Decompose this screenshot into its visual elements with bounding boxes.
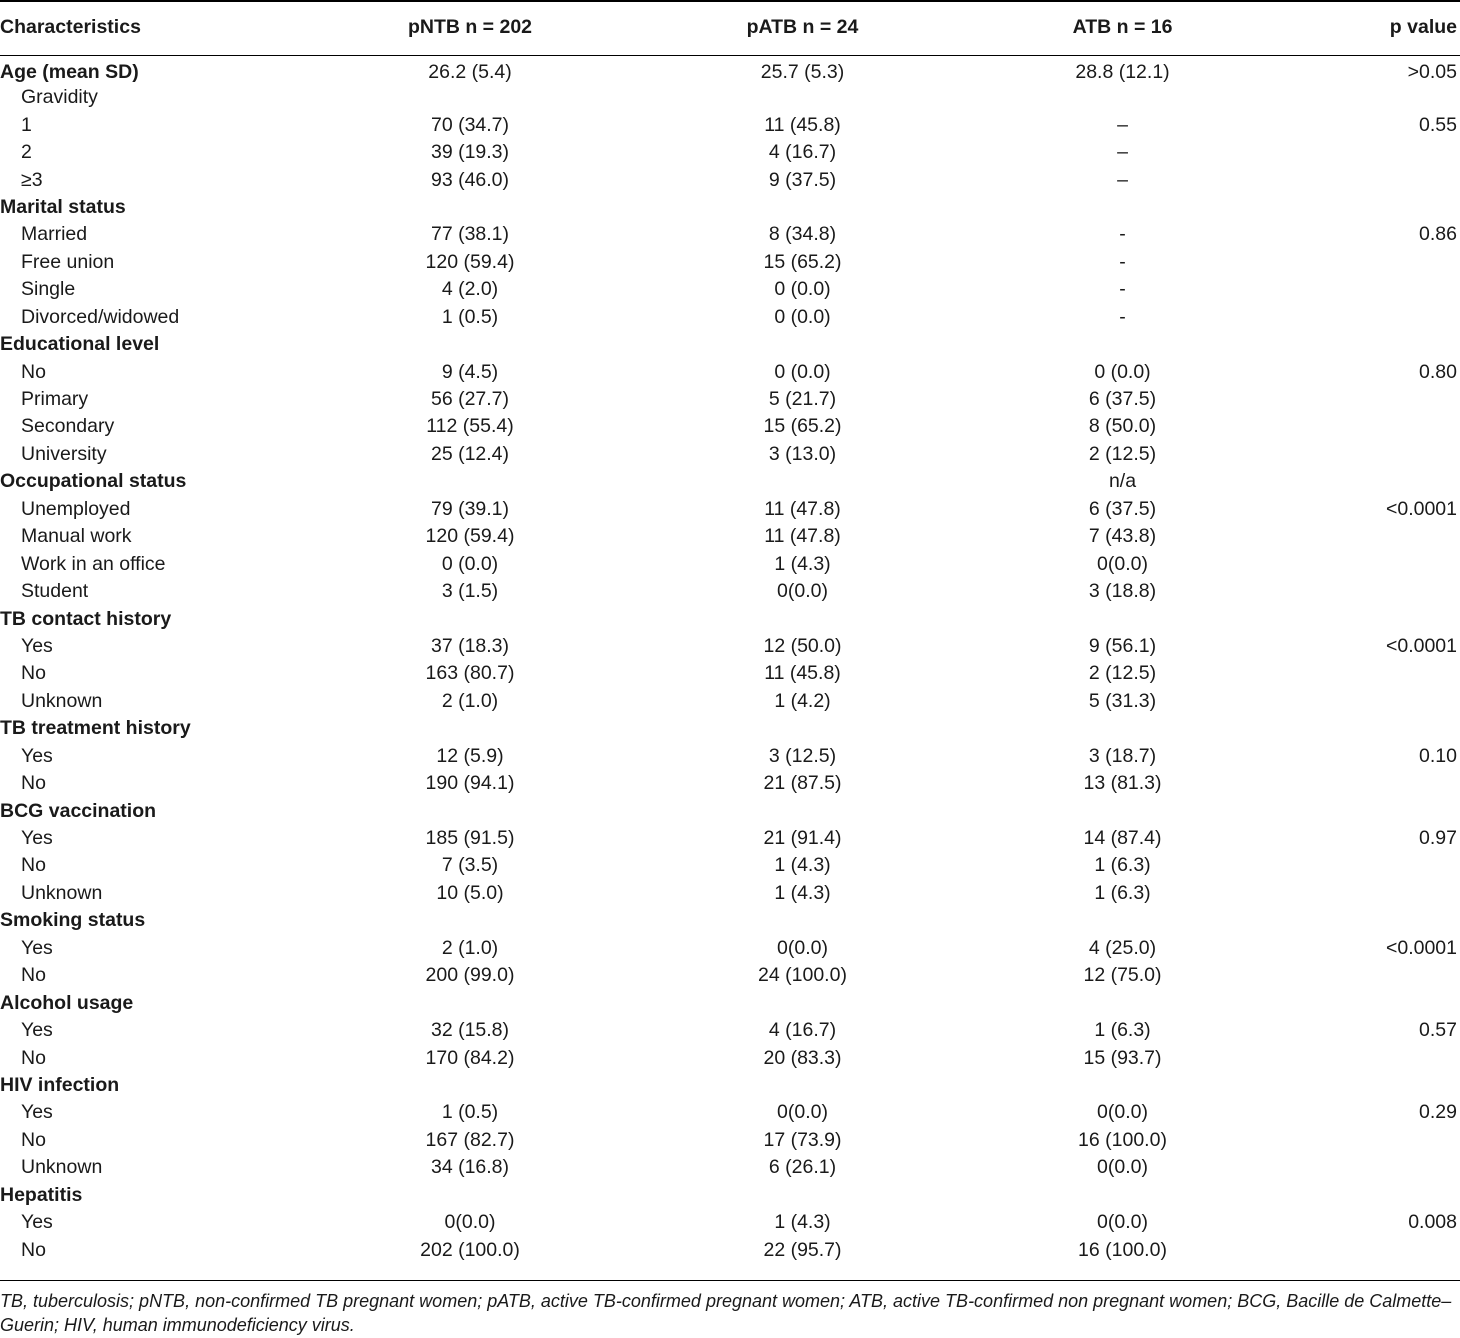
table-row bbox=[0, 1072, 1460, 1099]
table-row bbox=[0, 578, 1460, 605]
table-row bbox=[0, 935, 1460, 962]
atb-value bbox=[955, 797, 1290, 824]
atb-value bbox=[955, 194, 1290, 221]
atb-value: 1 (6.3) bbox=[1094, 1019, 1151, 1042]
row-label: Married bbox=[21, 223, 88, 246]
table-row bbox=[0, 55, 1460, 84]
pntb-value: 32 (15.8) bbox=[430, 1019, 510, 1042]
atb-value: - bbox=[1119, 305, 1126, 328]
p-value bbox=[1290, 194, 1460, 221]
pntb-value bbox=[290, 331, 650, 358]
atb-value: – bbox=[1117, 168, 1128, 191]
table-row bbox=[0, 413, 1460, 440]
patb-value: 8 (34.8) bbox=[768, 223, 837, 246]
row-label: No bbox=[21, 1046, 46, 1069]
pntb-value: 2 (1.0) bbox=[441, 936, 499, 959]
atb-value: – bbox=[1117, 113, 1128, 136]
p-value bbox=[1290, 852, 1460, 879]
pntb-value bbox=[290, 194, 650, 221]
atb-value: 6 (37.5) bbox=[1088, 388, 1157, 411]
table-row bbox=[0, 1099, 1460, 1126]
row-label: Marital status bbox=[0, 195, 126, 218]
table-row bbox=[0, 1154, 1460, 1181]
pntb-value: 12 (5.9) bbox=[436, 744, 504, 767]
patb-value: 15 (65.2) bbox=[763, 415, 842, 438]
pntb-value: 9 (4.5) bbox=[441, 360, 499, 383]
pntb-value: 37 (18.3) bbox=[430, 634, 510, 657]
pntb-value: 1 (0.5) bbox=[441, 305, 499, 328]
pntb-value: 112 (55.4) bbox=[426, 415, 514, 438]
atb-value: 2 (12.5) bbox=[1088, 662, 1157, 685]
row-label: Unknown bbox=[21, 689, 103, 712]
patb-value bbox=[650, 1072, 955, 1099]
pntb-value: 70 (34.7) bbox=[430, 113, 510, 136]
table-row bbox=[0, 550, 1460, 577]
pntb-value: 170 (84.2) bbox=[425, 1046, 515, 1069]
p-value bbox=[1290, 249, 1460, 276]
patb-value: 0(0.0) bbox=[777, 936, 828, 959]
atb-value: 0 (0.0) bbox=[1094, 360, 1151, 383]
pntb-value: 1 (0.5) bbox=[441, 1101, 499, 1124]
patb-value: 24 (100.0) bbox=[758, 964, 847, 987]
atb-value: n/a bbox=[1108, 470, 1137, 493]
pntb-value: 56 (27.7) bbox=[430, 388, 510, 411]
p-value bbox=[1290, 1127, 1460, 1154]
pntb-value: 200 (99.0) bbox=[425, 964, 515, 987]
atb-value: 16 (100.0) bbox=[1078, 1238, 1167, 1261]
atb-value bbox=[955, 84, 1290, 111]
table-row bbox=[0, 825, 1460, 852]
p-value: 0.97 bbox=[1419, 827, 1457, 850]
table-row bbox=[0, 633, 1460, 660]
patb-value: 11 (47.8) bbox=[764, 497, 841, 520]
row-label: Primary bbox=[21, 388, 89, 411]
patb-value: 17 (73.9) bbox=[763, 1128, 842, 1151]
pntb-value: 39 (19.3) bbox=[430, 141, 510, 164]
table-row bbox=[0, 1182, 1460, 1209]
p-value bbox=[1290, 523, 1460, 550]
p-value bbox=[1290, 386, 1460, 413]
table-row bbox=[0, 1209, 1460, 1236]
table-row bbox=[0, 907, 1460, 934]
p-value: <0.0001 bbox=[1385, 497, 1457, 520]
p-value bbox=[1290, 166, 1460, 193]
row-label: HIV infection bbox=[0, 1073, 120, 1096]
table-row bbox=[0, 1127, 1460, 1154]
atb-value: 15 (93.7) bbox=[1083, 1046, 1162, 1069]
atb-value: 16 (100.0) bbox=[1078, 1128, 1167, 1151]
patb-value bbox=[650, 468, 955, 495]
pntb-value bbox=[290, 1072, 650, 1099]
atb-value: 3 (18.8) bbox=[1088, 580, 1157, 603]
pntb-value: 163 (80.7) bbox=[425, 662, 515, 685]
row-label: University bbox=[21, 442, 107, 465]
row-label: BCG vaccination bbox=[0, 799, 157, 822]
atb-value: - bbox=[1119, 250, 1126, 273]
patb-value: 4 (16.7) bbox=[768, 1019, 837, 1042]
p-value: 0.29 bbox=[1419, 1101, 1457, 1124]
row-label: Divorced/widowed bbox=[21, 305, 180, 328]
p-value bbox=[1290, 688, 1460, 715]
atb-value: 6 (37.5) bbox=[1088, 497, 1157, 520]
table-row bbox=[0, 962, 1460, 989]
header-p-value: p value bbox=[1389, 16, 1457, 38]
patb-value: 0(0.0) bbox=[777, 580, 828, 603]
patb-value: 11 (45.8) bbox=[764, 113, 841, 136]
patb-value: 1 (4.3) bbox=[774, 881, 831, 904]
row-label: Age (mean SD) bbox=[0, 61, 139, 83]
row-label: 1 bbox=[21, 113, 32, 136]
patb-value bbox=[650, 605, 955, 632]
patb-value bbox=[650, 331, 955, 358]
table-row bbox=[0, 852, 1460, 879]
p-value bbox=[1290, 578, 1460, 605]
table-row bbox=[0, 358, 1460, 385]
pntb-value: 202 (100.0) bbox=[420, 1238, 520, 1261]
row-label: Hepatitis bbox=[0, 1183, 83, 1206]
pntb-value: 2 (1.0) bbox=[441, 689, 499, 712]
atb-value: 0(0.0) bbox=[1097, 1211, 1148, 1234]
header-patb: pATB n = 24 bbox=[746, 16, 859, 38]
pntb-value: 26.2 (5.4) bbox=[428, 61, 512, 83]
table-header-row bbox=[0, 0, 1460, 55]
pntb-value: 10 (5.0) bbox=[436, 881, 504, 904]
row-label: Alcohol usage bbox=[0, 991, 134, 1014]
p-value bbox=[1290, 276, 1460, 303]
p-value: 0.80 bbox=[1419, 360, 1457, 383]
table-row bbox=[0, 715, 1460, 742]
patb-value: 1 (4.3) bbox=[774, 854, 831, 877]
patb-value bbox=[650, 84, 955, 111]
atb-value: – bbox=[1117, 141, 1128, 164]
p-value bbox=[1290, 1154, 1460, 1181]
p-value bbox=[1290, 880, 1460, 907]
table-row bbox=[0, 523, 1460, 550]
patb-value: 0 (0.0) bbox=[774, 278, 831, 301]
table-row bbox=[0, 797, 1460, 824]
table-row bbox=[0, 1044, 1460, 1071]
table-row bbox=[0, 688, 1460, 715]
atb-value: 28.8 (12.1) bbox=[1075, 61, 1170, 83]
p-value bbox=[1290, 715, 1460, 742]
pntb-value: 120 (59.4) bbox=[425, 525, 515, 548]
row-label: Smoking status bbox=[0, 909, 146, 932]
patb-value bbox=[650, 989, 955, 1016]
row-label: ≥3 bbox=[21, 168, 43, 191]
header-atb: ATB n = 16 bbox=[1072, 16, 1173, 38]
patb-value: 25.7 (5.3) bbox=[760, 61, 845, 83]
patb-value: 20 (83.3) bbox=[763, 1046, 842, 1069]
row-label: Student bbox=[21, 580, 89, 603]
table-row bbox=[0, 84, 1460, 111]
atb-value: 0(0.0) bbox=[1097, 1156, 1148, 1179]
table-row bbox=[0, 304, 1460, 331]
p-value bbox=[1290, 660, 1460, 687]
atb-value: 0(0.0) bbox=[1097, 552, 1148, 575]
table-body bbox=[0, 55, 1460, 1264]
pntb-value bbox=[290, 797, 650, 824]
row-label: Yes bbox=[21, 744, 53, 767]
pntb-value: 167 (82.7) bbox=[425, 1128, 515, 1151]
row-label: Free union bbox=[21, 250, 115, 273]
row-label: Unemployed bbox=[21, 497, 131, 520]
patb-value: 5 (21.7) bbox=[768, 388, 837, 411]
header-characteristics: Characteristics bbox=[0, 16, 141, 38]
atb-value bbox=[955, 1072, 1290, 1099]
p-value bbox=[1290, 797, 1460, 824]
p-value bbox=[1290, 605, 1460, 632]
atb-value bbox=[955, 715, 1290, 742]
patb-value: 12 (50.0) bbox=[763, 634, 842, 657]
table-row bbox=[0, 441, 1460, 468]
row-label: Single bbox=[21, 278, 76, 301]
p-value: 0.57 bbox=[1419, 1019, 1457, 1042]
atb-value: 3 (18.7) bbox=[1088, 744, 1157, 767]
table-row bbox=[0, 989, 1460, 1016]
patb-value: 6 (26.1) bbox=[768, 1156, 837, 1179]
p-value bbox=[1290, 550, 1460, 577]
pntb-value: 25 (12.4) bbox=[430, 442, 510, 465]
atb-value: 1 (6.3) bbox=[1094, 854, 1151, 877]
pntb-value: 190 (94.1) bbox=[425, 772, 515, 795]
patb-value bbox=[650, 1182, 955, 1209]
p-value bbox=[1290, 441, 1460, 468]
pntb-value: 4 (2.0) bbox=[441, 278, 499, 301]
atb-value bbox=[955, 989, 1290, 1016]
table-row bbox=[0, 249, 1460, 276]
pntb-value: 77 (38.1) bbox=[430, 223, 510, 246]
patb-value bbox=[650, 715, 955, 742]
row-label: No bbox=[21, 662, 46, 685]
p-value bbox=[1290, 468, 1460, 495]
atb-value: 14 (87.4) bbox=[1083, 827, 1162, 850]
table-footnote: TB, tuberculosis; pNTB, non-confirmed TB pregnant women; pATB, active TB-confirmed pregnant women; ATB, active TB-confirmed non pregnant women; BCG, Bacille de Calmette–Guerin; HIV, human immunodeficiency virus. bbox=[0, 1291, 1452, 1335]
pntb-value: 185 (91.5) bbox=[425, 827, 515, 850]
p-value bbox=[1290, 1236, 1460, 1263]
row-label: Educational level bbox=[0, 333, 160, 356]
p-value: 0.86 bbox=[1419, 223, 1457, 246]
row-label: Unknown bbox=[21, 881, 103, 904]
p-value bbox=[1290, 1182, 1460, 1209]
patb-value: 1 (4.3) bbox=[774, 552, 831, 575]
pntb-value: 7 (3.5) bbox=[441, 854, 499, 877]
row-label: TB treatment history bbox=[0, 717, 191, 740]
patb-value bbox=[650, 194, 955, 221]
p-value bbox=[1290, 139, 1460, 166]
table-row bbox=[0, 880, 1460, 907]
table-row bbox=[0, 221, 1460, 248]
atb-value: 7 (43.8) bbox=[1088, 525, 1157, 548]
table-row bbox=[0, 743, 1460, 770]
p-value: 0.55 bbox=[1419, 113, 1457, 136]
patb-value bbox=[650, 907, 955, 934]
atb-value: - bbox=[1119, 278, 1126, 301]
row-label: Yes bbox=[21, 1019, 53, 1042]
table-row bbox=[0, 386, 1460, 413]
row-label: Yes bbox=[21, 1211, 53, 1234]
atb-value: 4 (25.0) bbox=[1088, 936, 1157, 959]
atb-value: 13 (81.3) bbox=[1083, 772, 1162, 795]
p-value: 0.008 bbox=[1408, 1211, 1457, 1234]
row-label: Yes bbox=[21, 634, 53, 657]
p-value bbox=[1290, 84, 1460, 111]
row-label: Occupational status bbox=[0, 470, 187, 493]
pntb-value bbox=[290, 605, 650, 632]
pntb-value bbox=[290, 84, 650, 111]
atb-value: 5 (31.3) bbox=[1088, 689, 1157, 712]
row-label: 2 bbox=[21, 141, 32, 164]
atb-value: 2 (12.5) bbox=[1088, 442, 1157, 465]
row-label: TB contact history bbox=[0, 607, 172, 630]
patb-value: 15 (65.2) bbox=[763, 250, 842, 273]
table-row bbox=[0, 194, 1460, 221]
p-value bbox=[1290, 962, 1460, 989]
p-value bbox=[1290, 989, 1460, 1016]
pntb-value: 0(0.0) bbox=[444, 1211, 496, 1234]
pntb-value: 93 (46.0) bbox=[430, 168, 510, 191]
patb-value: 21 (91.4) bbox=[763, 827, 842, 850]
pntb-value: 34 (16.8) bbox=[430, 1156, 510, 1179]
p-value bbox=[1290, 770, 1460, 797]
patb-value: 0(0.0) bbox=[777, 1101, 828, 1124]
patb-value: 4 (16.7) bbox=[768, 141, 837, 164]
atb-value: 8 (50.0) bbox=[1088, 415, 1157, 438]
patb-value: 1 (4.2) bbox=[774, 689, 831, 712]
row-label: No bbox=[21, 964, 46, 987]
atb-value bbox=[955, 1182, 1290, 1209]
table-row bbox=[0, 605, 1460, 632]
patb-value: 11 (47.8) bbox=[764, 525, 841, 548]
table-row bbox=[0, 166, 1460, 193]
atb-value: 9 (56.1) bbox=[1088, 634, 1157, 657]
row-label: Manual work bbox=[21, 525, 132, 548]
patb-value: 9 (37.5) bbox=[768, 168, 837, 191]
bottom-rule bbox=[0, 1280, 1460, 1281]
patb-value: 21 (87.5) bbox=[763, 772, 842, 795]
table-row bbox=[0, 496, 1460, 523]
row-label: Yes bbox=[21, 1101, 53, 1124]
table-row bbox=[0, 111, 1460, 138]
pntb-value bbox=[290, 907, 650, 934]
row-label: No bbox=[21, 1128, 46, 1151]
table-row bbox=[0, 1236, 1460, 1263]
table-row bbox=[0, 276, 1460, 303]
pntb-value: 120 (59.4) bbox=[425, 250, 515, 273]
patb-value: 3 (12.5) bbox=[768, 744, 837, 767]
row-label: Unknown bbox=[21, 1156, 103, 1179]
table-row bbox=[0, 139, 1460, 166]
atb-value: - bbox=[1119, 223, 1126, 246]
pntb-value: 79 (39.1) bbox=[430, 497, 510, 520]
atb-value: 12 (75.0) bbox=[1083, 964, 1162, 987]
atb-value bbox=[955, 907, 1290, 934]
pntb-value: 3 (1.5) bbox=[441, 580, 499, 603]
pntb-value bbox=[290, 468, 650, 495]
patb-value: 0 (0.0) bbox=[774, 305, 831, 328]
pntb-value bbox=[290, 1182, 650, 1209]
table-row bbox=[0, 660, 1460, 687]
p-value: 0.10 bbox=[1419, 744, 1457, 767]
table-row bbox=[0, 468, 1460, 495]
table-row bbox=[0, 770, 1460, 797]
p-value bbox=[1290, 907, 1460, 934]
p-value bbox=[1290, 331, 1460, 358]
row-label: Yes bbox=[21, 936, 53, 959]
patb-value bbox=[650, 797, 955, 824]
atb-value: 0(0.0) bbox=[1097, 1101, 1148, 1124]
header-pntb: pNTB n = 202 bbox=[407, 16, 533, 38]
p-value: <0.0001 bbox=[1385, 936, 1457, 959]
patb-value: 0 (0.0) bbox=[774, 360, 831, 383]
row-label: Work in an office bbox=[21, 552, 166, 575]
atb-value: 1 (6.3) bbox=[1094, 881, 1151, 904]
row-label: Gravidity bbox=[21, 86, 98, 109]
row-label: No bbox=[21, 772, 46, 795]
row-label: Secondary bbox=[21, 415, 115, 438]
pntb-value bbox=[290, 715, 650, 742]
patb-value: 22 (95.7) bbox=[763, 1238, 842, 1261]
table-row bbox=[0, 1017, 1460, 1044]
p-value bbox=[1290, 1072, 1460, 1099]
pntb-value: 0 (0.0) bbox=[441, 552, 499, 575]
atb-value bbox=[955, 331, 1290, 358]
p-value: <0.0001 bbox=[1385, 634, 1457, 657]
pntb-value bbox=[290, 989, 650, 1016]
table-row bbox=[0, 331, 1460, 358]
row-label: Yes bbox=[21, 827, 53, 850]
atb-value bbox=[955, 605, 1290, 632]
p-value bbox=[1290, 1044, 1460, 1071]
row-label: No bbox=[21, 360, 46, 383]
patb-value: 11 (45.8) bbox=[764, 662, 841, 685]
p-value: >0.05 bbox=[1407, 61, 1457, 83]
p-value bbox=[1290, 304, 1460, 331]
row-label: No bbox=[21, 854, 46, 877]
patb-value: 3 (13.0) bbox=[768, 442, 837, 465]
row-label: No bbox=[21, 1238, 46, 1261]
p-value bbox=[1290, 413, 1460, 440]
patb-value: 1 (4.3) bbox=[774, 1211, 831, 1234]
